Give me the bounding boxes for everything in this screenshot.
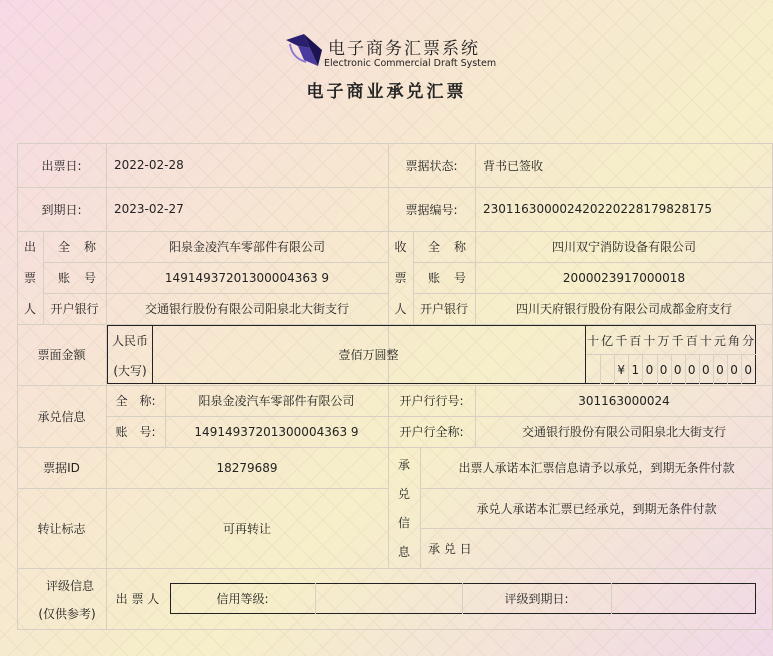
drawer-side-3: 人	[23, 302, 36, 316]
amount-digit: 0	[659, 362, 668, 377]
bill-id-value: 18279689	[216, 460, 278, 475]
drawer-side-2: 票	[23, 271, 36, 285]
rating-label: 评级信息	[45, 578, 94, 593]
payee-name-label-2: 称	[453, 240, 466, 254]
payee-side-3: 人	[394, 302, 407, 316]
rating-expiry-value	[611, 583, 756, 614]
amount-unit: 元	[713, 334, 726, 348]
acceptor-bank-no-label: 开户行行号:	[399, 394, 464, 408]
amount-digit: 0	[645, 362, 654, 377]
acceptor-bank-no: 301163000024	[578, 393, 670, 408]
payee-account: 2000023917000018	[562, 270, 686, 285]
issue-date-value: 2022-02-28	[114, 158, 184, 172]
bill-id-label: 票据ID	[43, 461, 80, 475]
transfer-value: 可再转让	[222, 521, 271, 536]
acceptance-date-label: 承 兑 日	[428, 541, 472, 556]
acceptance-date-value	[510, 528, 770, 568]
amount-digit: 0	[730, 362, 738, 377]
due-date-label: 到期日:	[41, 202, 82, 217]
payee-name-label-1: 全	[427, 240, 440, 254]
amount-unit: 十	[643, 334, 656, 348]
credit-grade-value	[315, 583, 462, 614]
amount-unit: 十	[699, 334, 712, 348]
credit-grade-label: 信用等级:	[216, 592, 269, 606]
amount-digit: ¥	[617, 362, 626, 377]
amount-digit: 0	[716, 362, 724, 377]
amount-label: 票面金额	[37, 348, 86, 362]
transfer-label: 转让标志	[37, 521, 86, 536]
amount-digit: 0	[687, 362, 696, 377]
payee-side-2: 票	[394, 271, 407, 285]
payee-name: 四川双宁消防设备有限公司	[551, 240, 696, 254]
amount-unit: 千	[615, 334, 628, 348]
bill-number-value: 230116300002420220228179828175	[483, 202, 713, 216]
due-date-value: 2023-02-27	[114, 202, 184, 216]
acceptance-side-4: 息	[397, 544, 410, 559]
amount-words: 壹佰万圆整	[338, 348, 399, 362]
amount-unit: 千	[671, 334, 684, 348]
rating-expiry-label: 评级到期日:	[504, 592, 569, 606]
bill-number-label: 票据编号:	[405, 202, 458, 217]
acceptor-bank-name: 交通银行股份有限公司阳泉北大街支行	[521, 425, 726, 439]
payee-side-1: 收	[394, 240, 407, 254]
amount-unit: 十	[587, 334, 600, 348]
amount-digit: 1	[631, 362, 640, 377]
drawer-account-label-1: 账	[57, 271, 70, 285]
amount-rmb-label: 人民币	[111, 333, 148, 348]
system-name-cn: 电子商务汇票系统	[328, 39, 480, 59]
rating-party: 出 票 人	[115, 591, 160, 606]
amount-unit: 百	[629, 334, 642, 348]
acceptor-promise: 承兑人承诺本汇票已经承兑，到期无条件付款	[476, 501, 717, 516]
amount-digit	[586, 356, 600, 383]
acceptor-label: 承兑信息	[37, 409, 86, 424]
drawer-name: 阳泉金凌汽车零部件有限公司	[168, 240, 325, 254]
system-name-en: Electronic Commercial Draft System	[324, 58, 497, 69]
drawer-name-label-2: 称	[83, 240, 96, 254]
drawer-bank: 交通银行股份有限公司阳泉北大街支行	[144, 302, 349, 316]
amount-unit: 分	[742, 334, 755, 348]
amount-unit: 百	[685, 334, 698, 348]
document-title: 电子商业承兑汇票	[306, 82, 467, 102]
drawer-side-1: 出	[23, 240, 36, 254]
payee-account-label-1: 账	[427, 271, 440, 285]
acceptance-side-2: 兑	[397, 486, 410, 501]
payee-bank: 四川天府银行股份有限公司成都金府支行	[515, 302, 732, 316]
acceptance-side-3: 信	[397, 515, 410, 530]
drawer-name-label-1: 全	[57, 240, 70, 254]
amount-unit: 万	[657, 334, 670, 348]
drawer-account-label-2: 号	[83, 271, 96, 285]
acceptor-account-label: 账 号:	[115, 425, 156, 439]
amount-unit: 亿	[601, 334, 614, 348]
acceptor-name: 阳泉金凌汽车零部件有限公司	[198, 394, 355, 408]
drawer-account: 14914937201300004363 9	[164, 270, 330, 285]
acceptance-side-1: 承	[397, 457, 410, 472]
drawer-promise: 出票人承诺本汇票信息请予以承兑，到期无条件付款	[458, 461, 735, 475]
amount-unit: 角	[728, 334, 741, 348]
amount-digit: 0	[744, 362, 752, 377]
amount-digit: 0	[673, 362, 682, 377]
acceptor-name-label: 全 称:	[115, 394, 156, 408]
rating-note: (仅供参考)	[38, 606, 96, 621]
system-logo-icon	[284, 32, 324, 68]
payee-account-label-2: 号	[453, 271, 466, 285]
amount-upper-label: (大写)	[113, 363, 147, 378]
amount-digit: 0	[702, 362, 710, 377]
issue-date-label: 出票日:	[41, 158, 82, 173]
drawer-bank-label: 开户银行	[50, 302, 99, 316]
payee-bank-label: 开户银行	[419, 302, 468, 316]
amount-digit	[600, 356, 614, 383]
bill-status-label: 票据状态:	[405, 158, 458, 173]
acceptor-bank-name-label: 开户行全称:	[399, 425, 464, 439]
acceptor-account: 14914937201300004363 9	[194, 424, 359, 439]
header	[0, 28, 773, 103]
bill-status-value: 背书已签收	[483, 158, 544, 173]
